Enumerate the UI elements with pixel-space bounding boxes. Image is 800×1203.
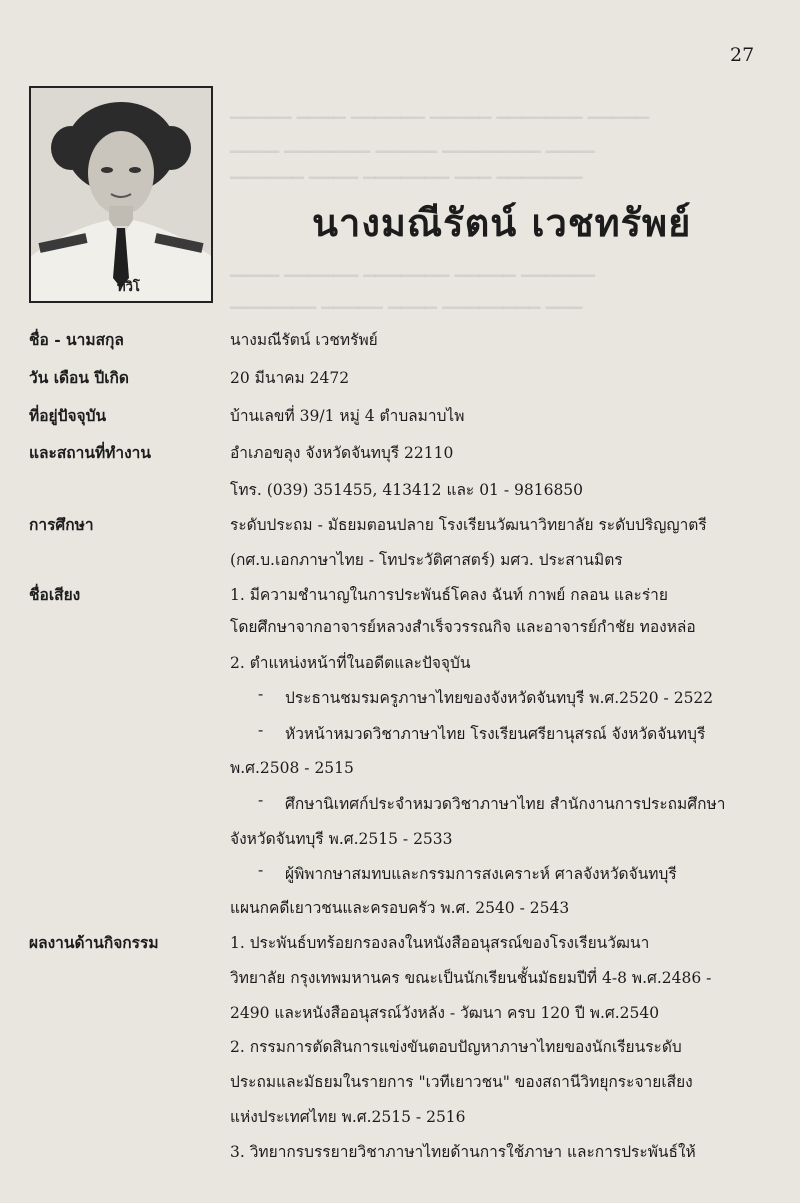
label-workplace: และสถานที่ทำงาน — [29, 443, 151, 462]
bullet-dash: - — [258, 791, 264, 809]
address-line: บ้านเลขที่ 39/1 หมู่ 4 ตำบลมาบไพ — [230, 407, 465, 425]
bullet-dash: - — [258, 721, 264, 739]
portrait-photo — [29, 86, 213, 303]
phone-line: โทร. (039) 351455, 413412 และ 01 - 9816850 — [230, 481, 584, 499]
activity-line: 1. ประพันธ์บทร้อยกรองลงในหนังสืออนุสรณ์ของโรงเรียนวัฒนา — [230, 934, 650, 952]
position-line: แผนกคดีเยาวชนและครอบครัว พ.ศ. 2540 - 2543 — [230, 899, 570, 917]
activity-line: 2. กรรมการตัดสินการแข่งขันตอบปัญหาภาษาไทยของนักเรียนระดับ — [230, 1038, 682, 1056]
activity-line: แห่งประเทศไทย พ.ศ.2515 - 2516 — [230, 1108, 466, 1126]
label-address: ที่อยู่ปัจจุบัน — [29, 406, 107, 425]
position-line: ศึกษานิเทศก์ประจำหมวดวิชาภาษาไทย สำนักงานการประถมศึกษา — [285, 795, 726, 813]
photo-caption: ทวิโ — [117, 280, 140, 295]
reputation-line: 2. ตำแหน่งหน้าที่ในอดีตและปัจจุบัน — [230, 654, 471, 672]
label-activities: ผลงานด้านกิจกรรม — [29, 933, 159, 952]
activity-line: วิทยาลัย กรุงเทพมหานคร ขณะเป็นนักเรียนชั้นมัธยมปีที่ 4-8 พ.ศ.2486 - — [230, 969, 712, 987]
activity-line: 2490 และหนังสืออนุสรณ์วังหลัง - วัฒนา ครบ 120 ปี พ.ศ.2540 — [230, 1004, 660, 1022]
position-line: หัวหน้าหมวดวิชาภาษาไทย โรงเรียนศรียานุสรณ์ จังหวัดจันทบุรี — [285, 725, 706, 743]
label-reputation: ชื่อเสียง — [29, 585, 81, 604]
bullet-dash: - — [258, 861, 264, 879]
education-line: (กศ.บ.เอกภาษาไทย - โทประวัติศาสตร์) มศว. ประสานมิตร — [230, 551, 623, 569]
label-birth: วัน เดือน ปีเกิด — [29, 368, 129, 387]
position-line: ผู้พิพากษาสมทบและกรรมการสงเคราะห์ ศาลจังหวัดจันทบุรี — [285, 865, 677, 883]
reputation-line: โดยศึกษาจากอาจารย์หลวงสำเร็จวรรณกิจ และอาจารย์กำชัย ทองหล่อ — [230, 618, 696, 636]
education-line: ระดับประถม - มัธยมตอนปลาย โรงเรียนวัฒนาวิทยาลัย ระดับปริญญาตรี — [230, 516, 707, 534]
position-line: จังหวัดจันทบุรี พ.ศ.2515 - 2533 — [230, 830, 453, 848]
address-line: อำเภอขลุง จังหวัดจันทบุรี 22110 — [230, 444, 454, 462]
label-name: ชื่อ - นามสกุล — [29, 330, 124, 349]
bullet-dash: - — [258, 685, 264, 703]
reputation-line: 1. มีความชำนาญในการประพันธ์โคลง ฉันท์ กาพย์ กลอน และร่าย — [230, 586, 668, 604]
position-line: ประธานชมรมครูภาษาไทยของจังหวัดจันทบุรี พ.ศ.2520 - 2522 — [285, 689, 714, 707]
position-line: พ.ศ.2508 - 2515 — [230, 759, 354, 777]
activity-line: 3. วิทยากรบรรยายวิชาภาษาไทยด้านการใช้ภาษา และการประพันธ์ให้ — [230, 1143, 696, 1161]
page-number: 27 — [730, 44, 755, 66]
page-title: นางมณีรัตน์ เวชทรัพย์ — [312, 200, 692, 245]
value-birth: 20 มีนาคม 2472 — [230, 369, 350, 387]
portrait-image — [31, 88, 211, 301]
activity-line: ประถมและมัธยมในรายการ "เวทีเยาวชน" ของสถานีวิทยุกระจายเสียง — [230, 1073, 693, 1091]
value-name: นางมณีรัตน์ เวชทรัพย์ — [230, 331, 378, 349]
label-education: การศึกษา — [29, 515, 94, 534]
